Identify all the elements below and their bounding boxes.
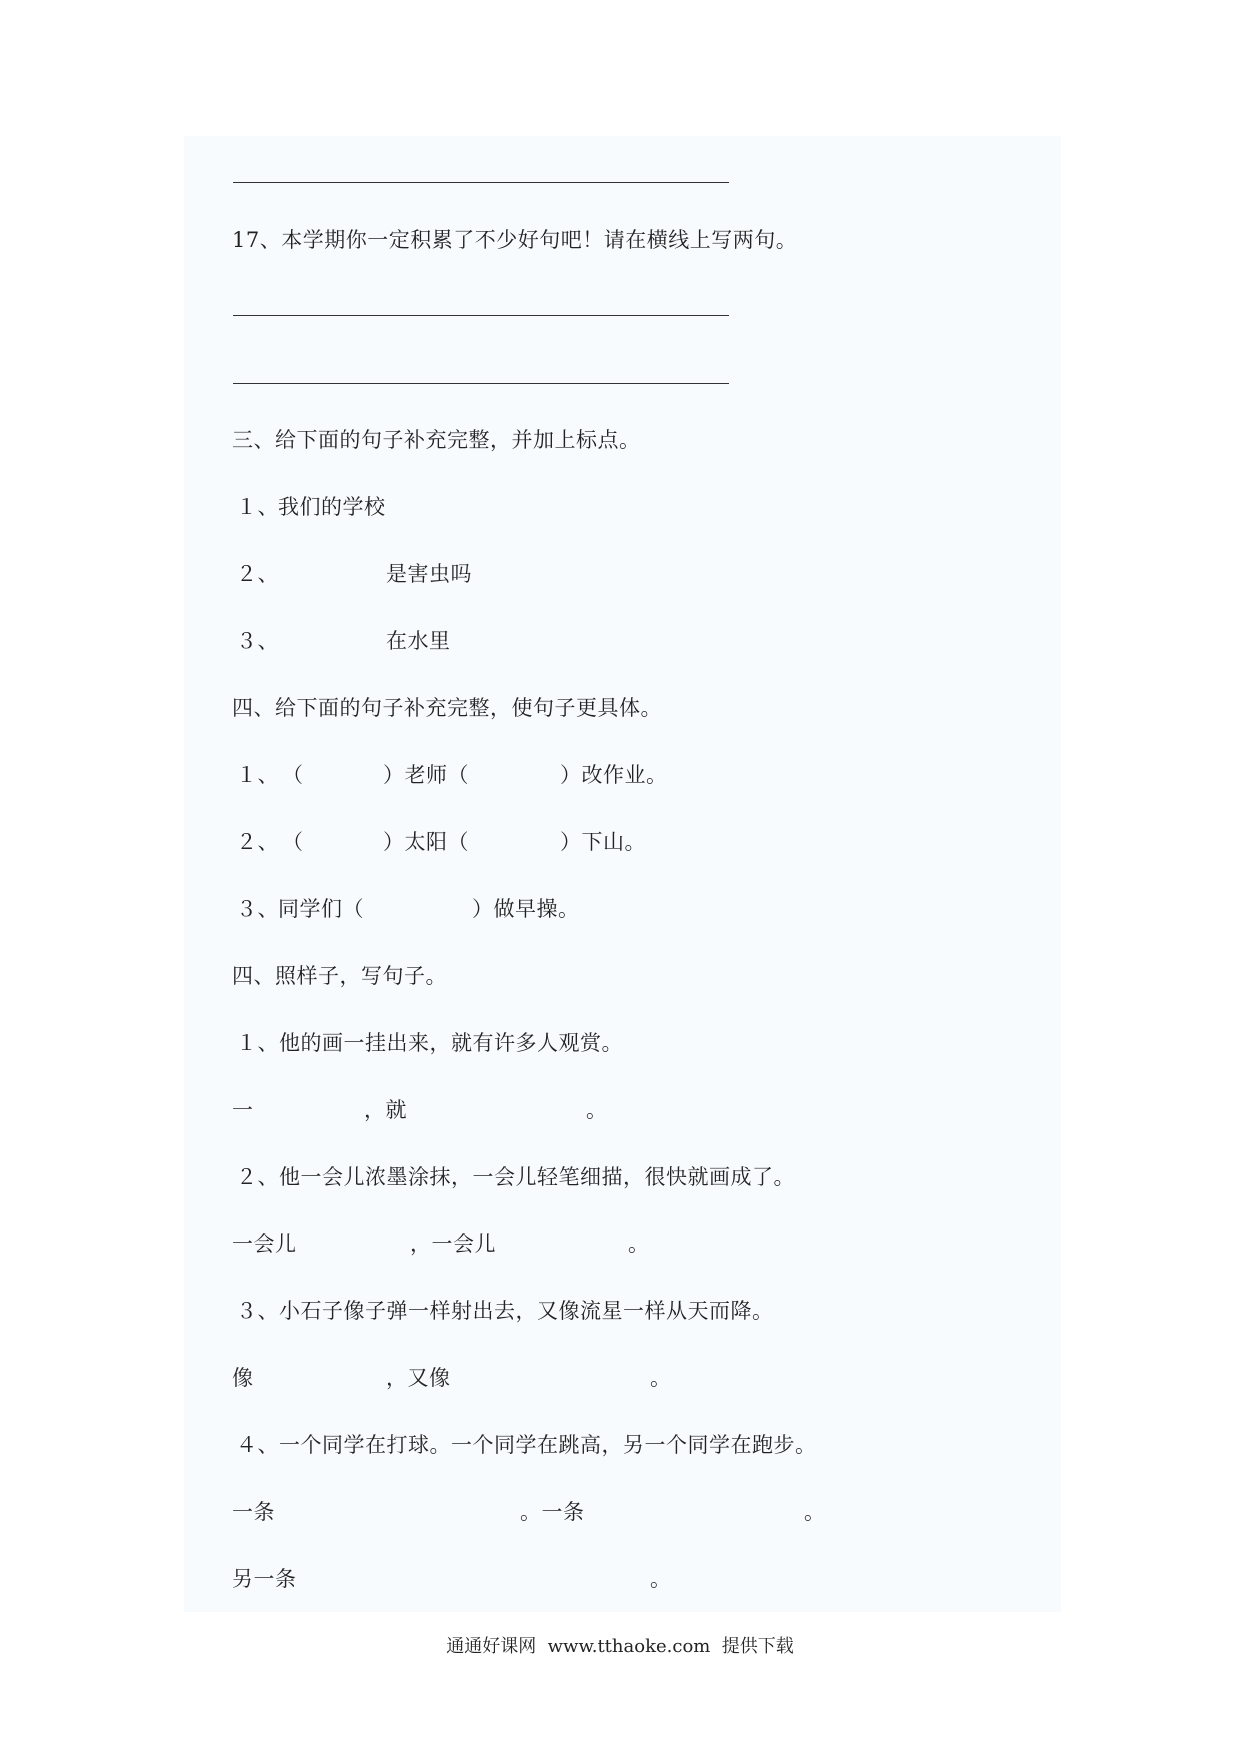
pattern-fragment: ，又像 [386, 1366, 451, 1390]
sentence-fragment: 在水里 [386, 629, 451, 653]
pattern-fragment: ，就 [364, 1098, 407, 1122]
answer-line [233, 182, 729, 183]
pattern-fragment: 一会儿 [232, 1232, 297, 1256]
worksheet-page [184, 136, 1061, 1612]
sentence-fragment: 同学们（ [278, 897, 364, 921]
item-number: ２、 [236, 562, 279, 586]
example-sentence-4: ４、一个同学在打球。一个同学在跳高，另一个同学在跑步。 [236, 1433, 817, 1457]
page-footer: 通通好课网 www.tthaoke.com 提供下载 [446, 1636, 794, 1657]
question-17: 17、本学期你一定积累了不少好句吧！请在横线上写两句。 [232, 228, 798, 252]
item-number: １、 [236, 495, 279, 519]
example-sentence-3: ３、小石子像子弹一样射出去，又像流星一样从天而降。 [236, 1299, 774, 1323]
pattern-fragment: 像 [232, 1366, 254, 1390]
example-sentence-1: １、他的画一挂出来，就有许多人观赏。 [236, 1031, 623, 1055]
section-3-title: 三、给下面的句子补充完整，并加上标点。 [232, 428, 641, 452]
pattern-fragment: 一条 [232, 1500, 275, 1524]
sentence-fragment: ）老师（ [383, 763, 469, 787]
item-number: ３、 [236, 897, 279, 921]
item-number: ２、 [236, 830, 279, 854]
bracket-open: （ [282, 830, 304, 854]
bracket-open: （ [282, 763, 304, 787]
pattern-fragment: 。 [804, 1500, 826, 1524]
pattern-fragment: 。 [650, 1366, 672, 1390]
example-sentence-2: ２、他一会儿浓墨涂抹，一会儿轻笔细描，很快就画成了。 [236, 1165, 795, 1189]
pattern-fragment: ，一会儿 [410, 1232, 496, 1256]
pattern-fragment: 。 [628, 1232, 650, 1256]
pattern-fragment: 一 [232, 1098, 254, 1122]
sentence-fragment: ）下山。 [560, 830, 646, 854]
pattern-fragment: 。 [650, 1567, 672, 1591]
sentence-fragment: 我们的学校 [278, 495, 386, 519]
sentence-fragment: 是害虫吗 [386, 562, 472, 586]
item-number: １、 [236, 763, 279, 787]
section-4b-title: 四、照样子，写句子。 [232, 964, 447, 988]
sentence-fragment: ）改作业。 [560, 763, 668, 787]
answer-line [233, 315, 729, 316]
item-number: ３、 [236, 629, 279, 653]
sentence-fragment: ）太阳（ [383, 830, 469, 854]
pattern-fragment: 。一条 [520, 1500, 585, 1524]
pattern-fragment: 。 [586, 1098, 608, 1122]
sentence-fragment: ）做早操。 [472, 897, 580, 921]
pattern-fragment: 另一条 [232, 1567, 297, 1591]
section-4-title: 四、给下面的句子补充完整，使句子更具体。 [232, 696, 662, 720]
answer-line [233, 383, 729, 384]
